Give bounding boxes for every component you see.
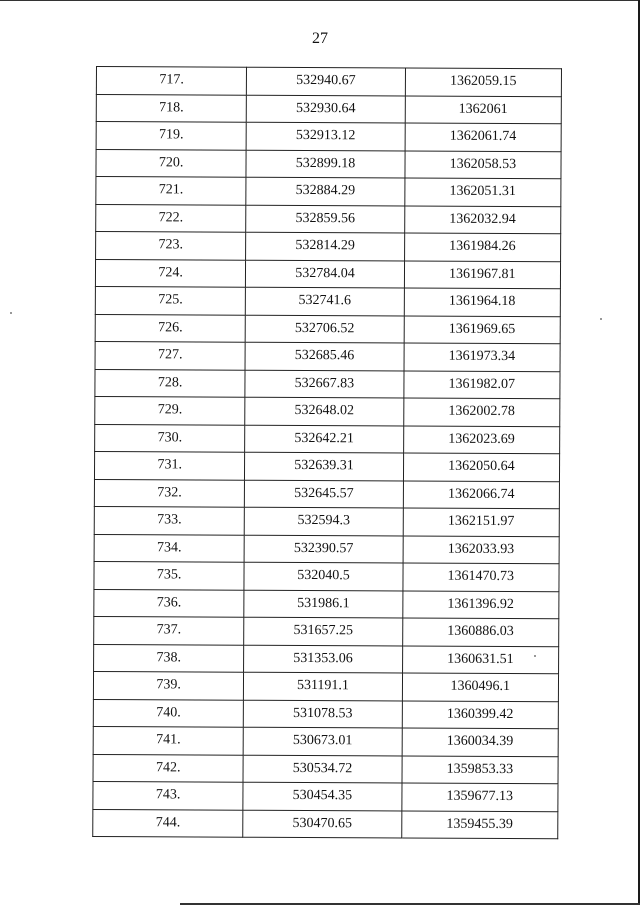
point-number-cell: 730. — [95, 424, 245, 452]
y-coordinate-cell: 1361967.81 — [404, 261, 560, 289]
x-coordinate-cell: 532639.31 — [245, 452, 403, 480]
point-number-cell: 732. — [94, 479, 244, 507]
point-number-cell: 740. — [93, 699, 243, 727]
y-coordinate-cell: 1362032.94 — [404, 206, 560, 234]
x-coordinate-cell: 530454.35 — [243, 782, 401, 810]
point-number-cell: 725. — [95, 286, 245, 314]
x-coordinate-cell: 530470.65 — [243, 810, 401, 838]
point-number-cell: 737. — [94, 616, 244, 644]
y-coordinate-cell: 1360886.03 — [402, 618, 558, 646]
y-coordinate-cell: 1361969.65 — [404, 316, 560, 344]
scan-speck — [10, 312, 12, 314]
table-row — [93, 809, 558, 839]
x-coordinate-cell: 532741.6 — [246, 287, 404, 315]
x-coordinate-cell: 532940.67 — [247, 67, 405, 95]
table-row — [94, 561, 559, 591]
y-coordinate-cell: 1360631.51 — [402, 646, 558, 674]
table-row — [93, 726, 558, 756]
y-coordinate-cell: 1359455.39 — [401, 811, 557, 839]
coordinates-table — [92, 66, 562, 839]
scan-speck — [534, 655, 536, 657]
point-number-cell: 739. — [93, 671, 243, 699]
y-coordinate-cell: 1362058.53 — [405, 151, 561, 179]
page-top-edge — [0, 0, 640, 1]
table-row — [93, 781, 558, 811]
y-coordinate-cell: 1361396.92 — [402, 591, 558, 619]
y-coordinate-cell: 1362066.74 — [403, 481, 559, 509]
table-row — [95, 286, 560, 316]
table-row — [93, 699, 558, 729]
table-row — [94, 479, 559, 509]
table-row — [95, 424, 560, 454]
table-row — [94, 534, 559, 564]
x-coordinate-cell: 531353.06 — [244, 645, 402, 673]
y-coordinate-cell: 1362023.69 — [403, 426, 559, 454]
point-number-cell: 728. — [95, 369, 245, 397]
point-number-cell: 724. — [95, 259, 245, 287]
table-row — [96, 149, 561, 179]
point-number-cell: 719. — [96, 122, 246, 150]
table-row — [95, 396, 560, 426]
table-row — [96, 177, 561, 207]
x-coordinate-cell: 530534.72 — [243, 755, 401, 783]
point-number-cell: 734. — [94, 534, 244, 562]
y-coordinate-cell: 1362051.31 — [404, 178, 560, 206]
table-row — [95, 314, 560, 344]
point-number-cell: 743. — [93, 781, 243, 809]
table-row — [93, 671, 558, 701]
x-coordinate-cell: 531657.25 — [244, 617, 402, 645]
point-number-cell: 731. — [94, 451, 244, 479]
point-number-cell: 741. — [93, 726, 243, 754]
x-coordinate-cell: 532667.83 — [245, 370, 403, 398]
point-number-cell: 736. — [94, 589, 244, 617]
x-coordinate-cell: 530673.01 — [243, 727, 401, 755]
point-number-cell: 723. — [96, 232, 246, 260]
point-number-cell: 733. — [94, 506, 244, 534]
y-coordinate-cell: 1361984.26 — [404, 233, 560, 261]
table-row — [96, 232, 561, 262]
point-number-cell: 727. — [95, 341, 245, 369]
table-row — [94, 644, 559, 674]
x-coordinate-cell: 532930.64 — [247, 95, 405, 123]
point-number-cell: 717. — [96, 67, 246, 95]
y-coordinate-cell: 1361973.34 — [404, 343, 560, 371]
table-row — [94, 589, 559, 619]
x-coordinate-cell: 532884.29 — [246, 177, 404, 205]
x-coordinate-cell: 532814.29 — [246, 232, 404, 260]
x-coordinate-cell: 532645.57 — [245, 480, 403, 508]
table-row — [94, 451, 559, 481]
point-number-cell: 735. — [94, 561, 244, 589]
table-row — [96, 122, 561, 152]
y-coordinate-cell: 1360034.39 — [402, 728, 558, 756]
x-coordinate-cell: 532706.52 — [245, 315, 403, 343]
y-coordinate-cell: 1359853.33 — [402, 756, 558, 784]
x-coordinate-cell: 532648.02 — [245, 397, 403, 425]
x-coordinate-cell: 532784.04 — [246, 260, 404, 288]
y-coordinate-cell: 1362061 — [405, 96, 561, 124]
scan-speck — [600, 318, 602, 320]
table-row — [96, 67, 561, 97]
table-row — [94, 506, 559, 536]
y-coordinate-cell: 1359677.13 — [402, 783, 558, 811]
y-coordinate-cell: 1360496.1 — [402, 673, 558, 701]
x-coordinate-cell: 532594.3 — [245, 507, 403, 535]
table-row — [95, 259, 560, 289]
y-coordinate-cell: 1361982.07 — [404, 371, 560, 399]
x-coordinate-cell: 531191.1 — [244, 672, 402, 700]
point-number-cell: 726. — [95, 314, 245, 342]
y-coordinate-cell: 1361470.73 — [403, 563, 559, 591]
y-coordinate-cell: 1361964.18 — [404, 288, 560, 316]
table-row — [96, 204, 561, 234]
y-coordinate-cell: 1360399.42 — [402, 701, 558, 729]
y-coordinate-cell: 1362050.64 — [403, 453, 559, 481]
point-number-cell: 738. — [94, 644, 244, 672]
y-coordinate-cell: 1362059.15 — [405, 68, 561, 96]
y-coordinate-cell: 1362061.74 — [405, 123, 561, 151]
page-number: 27 — [312, 30, 328, 47]
table-row — [93, 754, 558, 784]
x-coordinate-cell: 532899.18 — [246, 150, 404, 178]
table-row — [94, 616, 559, 646]
table-row — [96, 94, 561, 124]
x-coordinate-cell: 532040.5 — [244, 562, 402, 590]
y-coordinate-cell: 1362151.97 — [403, 508, 559, 536]
point-number-cell: 722. — [96, 204, 246, 232]
x-coordinate-cell: 532859.56 — [246, 205, 404, 233]
x-coordinate-cell: 531986.1 — [244, 590, 402, 618]
table-row — [95, 341, 560, 371]
point-number-cell: 744. — [93, 809, 243, 837]
point-number-cell: 742. — [93, 754, 243, 782]
point-number-cell: 721. — [96, 177, 246, 205]
x-coordinate-cell: 532685.46 — [245, 342, 403, 370]
table-body — [93, 67, 562, 839]
x-coordinate-cell: 531078.53 — [244, 700, 402, 728]
x-coordinate-cell: 532390.57 — [244, 535, 402, 563]
point-number-cell: 718. — [96, 94, 246, 122]
x-coordinate-cell: 532913.12 — [246, 122, 404, 150]
x-coordinate-cell: 532642.21 — [245, 425, 403, 453]
y-coordinate-cell: 1362002.78 — [403, 398, 559, 426]
y-coordinate-cell: 1362033.93 — [403, 536, 559, 564]
point-number-cell: 729. — [95, 396, 245, 424]
table-row — [95, 369, 560, 399]
point-number-cell: 720. — [96, 149, 246, 177]
